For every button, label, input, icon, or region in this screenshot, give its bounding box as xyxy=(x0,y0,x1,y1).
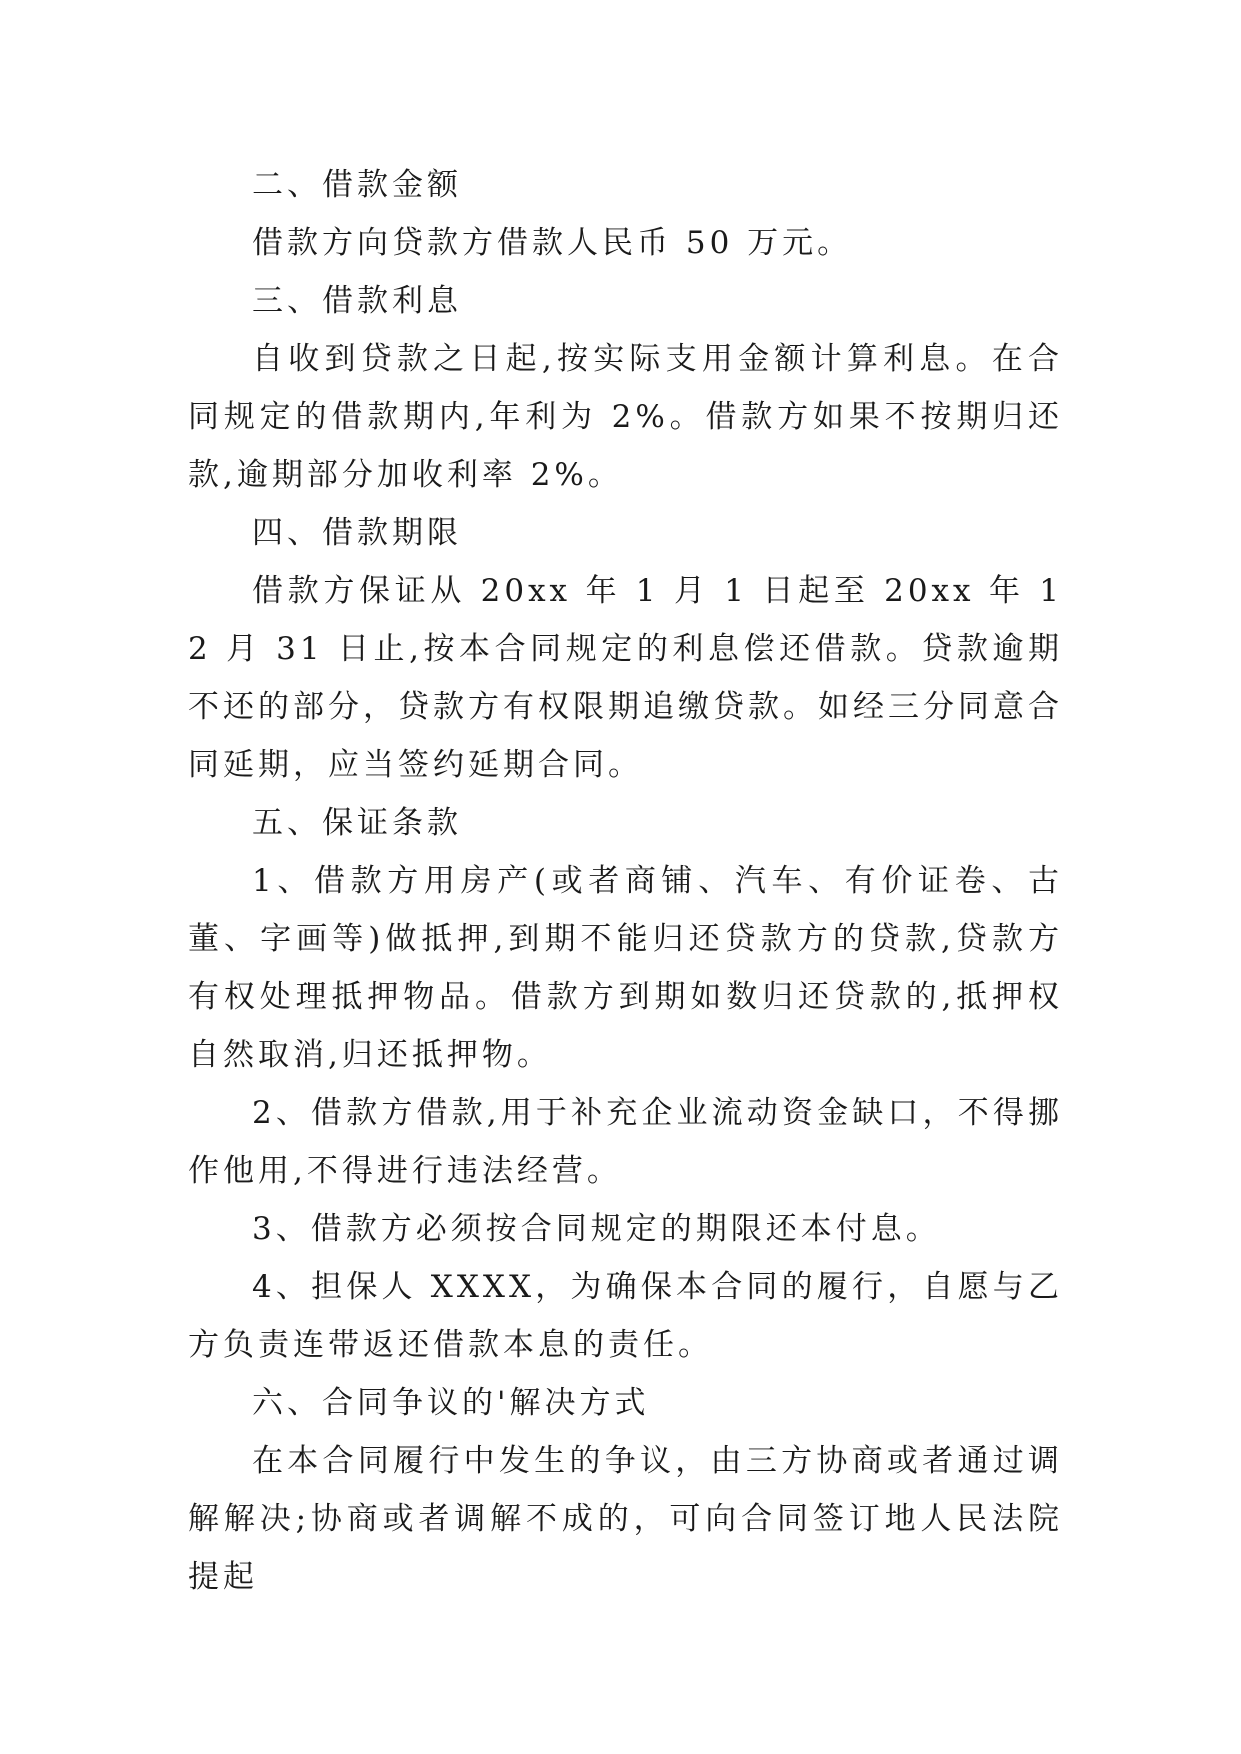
paragraph-guarantee-2: 2、借款方借款,用于补充企业流动资金缺口，不得挪作他用,不得进行违法经营。 xyxy=(188,1095,1063,1189)
paragraph-guarantee-3: 3、借款方必须按合同规定的期限还本付息。 xyxy=(252,1211,941,1247)
section-heading-dispute-resolution: 六、合同争议的'解决方式 xyxy=(252,1385,650,1421)
section-heading-loan-interest: 三、借款利息 xyxy=(252,283,462,319)
paragraph-loan-term: 借款方保证从 20xx 年 1 月 1 日起至 20xx 年 12 月 31 日止,按本合同规定的利息偿还借款。贷款逾期不还的部分，贷款方有权限期追缴贷款。如经三分同意合同延期，应当签约延期合同。 xyxy=(188,573,1063,783)
paragraph-guarantee-1: 1、借款方用房产(或者商铺、汽车、有价证卷、古董、字画等)做抵押,到期不能归还贷款方的贷款,贷款方有权处理抵押物品。借款方到期如数归还贷款的,抵押权自然取消,归还抵押物。 xyxy=(188,863,1063,1073)
paragraph-loan-amount: 借款方向贷款方借款人民币 50 万元。 xyxy=(252,225,853,261)
section-heading-loan-amount: 二、借款金额 xyxy=(252,167,462,203)
paragraph-guarantee-4: 4、担保人 XXXX，为确保本合同的履行，自愿与乙方负责连带返还借款本息的责任。 xyxy=(188,1269,1063,1363)
section-heading-loan-term: 四、借款期限 xyxy=(252,515,462,551)
section-heading-guarantee-terms: 五、保证条款 xyxy=(252,805,462,841)
paragraph-loan-interest: 自收到贷款之日起,按实际支用金额计算利息。在合同规定的借款期内,年利为 2%。借款方如果不按期归还款,逾期部分加收利率 2%。 xyxy=(188,341,1063,493)
document-body xyxy=(188,156,1063,1606)
paragraph-dispute-resolution: 在本合同履行中发生的争议，由三方协商或者通过调解解决;协商或者调解不成的，可向合同签订地人民法院提起 xyxy=(188,1443,1063,1595)
